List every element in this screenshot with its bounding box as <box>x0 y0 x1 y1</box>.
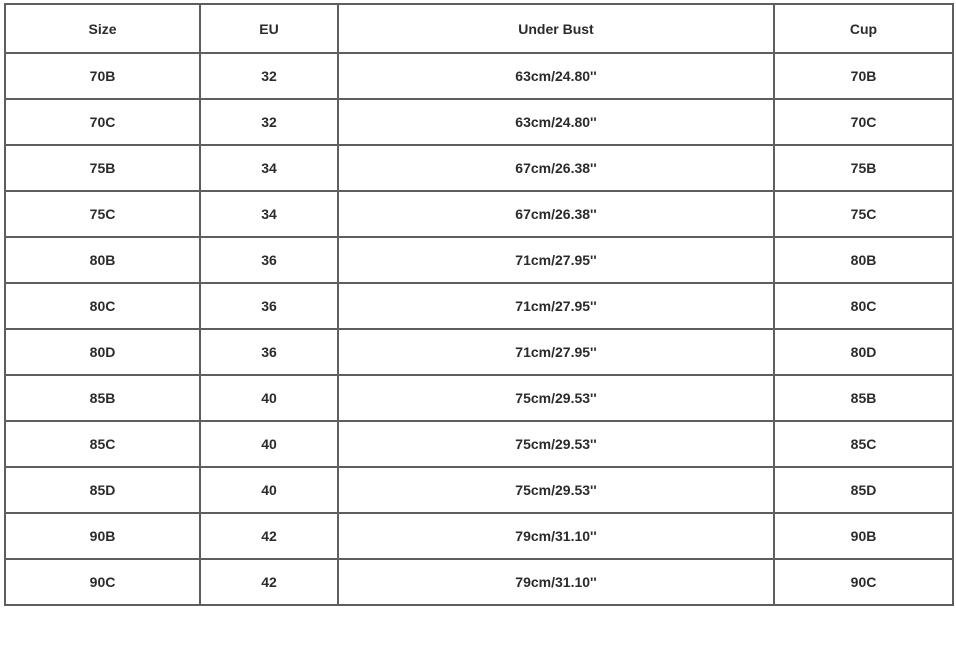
eu-cell: 36 <box>200 283 338 329</box>
table-row <box>5 283 953 329</box>
size-cell: 70C <box>5 99 200 145</box>
table-row <box>5 99 953 145</box>
size-chart-table <box>4 3 954 606</box>
size-cell: 75C <box>5 191 200 237</box>
cup-cell: 80D <box>774 329 953 375</box>
under-bust-cell: 67cm/26.38'' <box>338 191 774 237</box>
size-cell: 85B <box>5 375 200 421</box>
eu-cell: 32 <box>200 99 338 145</box>
eu-cell: 40 <box>200 467 338 513</box>
table-body <box>5 53 953 605</box>
table-row <box>5 467 953 513</box>
under-bust-cell: 67cm/26.38'' <box>338 145 774 191</box>
header-row <box>5 4 953 53</box>
size-cell: 80D <box>5 329 200 375</box>
size-cell: 80B <box>5 237 200 283</box>
table-row <box>5 513 953 559</box>
under-bust-cell: 71cm/27.95'' <box>338 283 774 329</box>
size-cell: 70B <box>5 53 200 99</box>
eu-cell: 42 <box>200 559 338 605</box>
cup-cell: 75B <box>774 145 953 191</box>
eu-cell: 32 <box>200 53 338 99</box>
eu-cell: 40 <box>200 375 338 421</box>
size-cell: 75B <box>5 145 200 191</box>
cup-cell: 90C <box>774 559 953 605</box>
header-cup: Cup <box>774 4 953 53</box>
under-bust-cell: 71cm/27.95'' <box>338 237 774 283</box>
under-bust-cell: 79cm/31.10'' <box>338 559 774 605</box>
size-cell: 85C <box>5 421 200 467</box>
cup-cell: 85B <box>774 375 953 421</box>
cup-cell: 85D <box>774 467 953 513</box>
table-row <box>5 421 953 467</box>
cup-cell: 80B <box>774 237 953 283</box>
eu-cell: 36 <box>200 237 338 283</box>
under-bust-cell: 79cm/31.10'' <box>338 513 774 559</box>
eu-cell: 34 <box>200 145 338 191</box>
table-row <box>5 329 953 375</box>
size-cell: 85D <box>5 467 200 513</box>
eu-cell: 36 <box>200 329 338 375</box>
under-bust-cell: 75cm/29.53'' <box>338 421 774 467</box>
eu-cell: 42 <box>200 513 338 559</box>
under-bust-cell: 63cm/24.80'' <box>338 99 774 145</box>
table-row <box>5 559 953 605</box>
eu-cell: 40 <box>200 421 338 467</box>
table-row <box>5 191 953 237</box>
header-size: Size <box>5 4 200 53</box>
header-under-bust: Under Bust <box>338 4 774 53</box>
size-cell: 90C <box>5 559 200 605</box>
under-bust-cell: 75cm/29.53'' <box>338 375 774 421</box>
cup-cell: 85C <box>774 421 953 467</box>
table-row <box>5 375 953 421</box>
size-cell: 80C <box>5 283 200 329</box>
cup-cell: 90B <box>774 513 953 559</box>
under-bust-cell: 71cm/27.95'' <box>338 329 774 375</box>
header-eu: EU <box>200 4 338 53</box>
size-cell: 90B <box>5 513 200 559</box>
table-row <box>5 145 953 191</box>
under-bust-cell: 75cm/29.53'' <box>338 467 774 513</box>
table-row <box>5 237 953 283</box>
eu-cell: 34 <box>200 191 338 237</box>
cup-cell: 75C <box>774 191 953 237</box>
under-bust-cell: 63cm/24.80'' <box>338 53 774 99</box>
table-row <box>5 53 953 99</box>
cup-cell: 70B <box>774 53 953 99</box>
cup-cell: 80C <box>774 283 953 329</box>
cup-cell: 70C <box>774 99 953 145</box>
